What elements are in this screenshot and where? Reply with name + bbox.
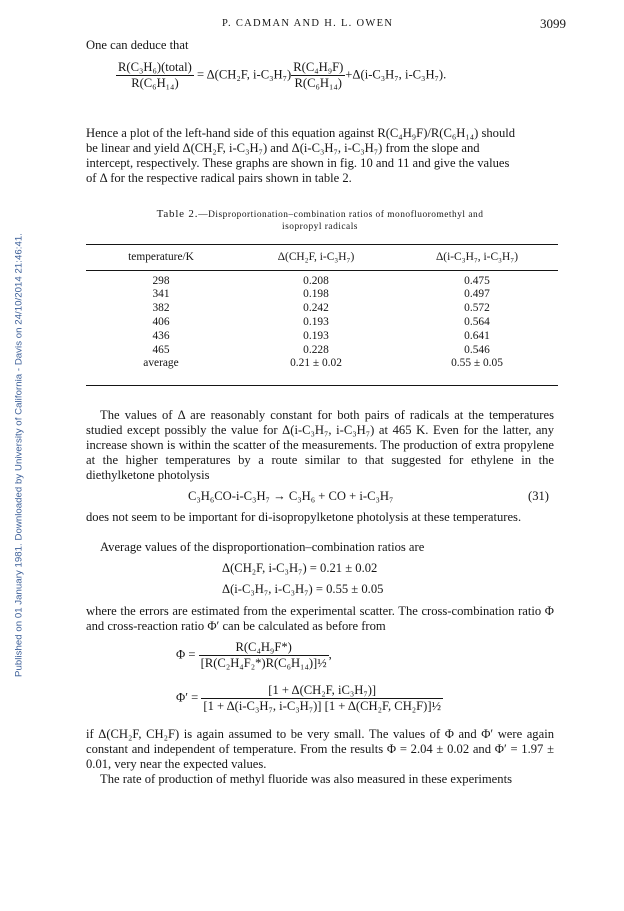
table-row (86, 288, 558, 302)
para-values-line: production of extra propylene at the higher temperatures by a route similar to that (86, 438, 554, 467)
table-row (86, 315, 558, 329)
column-header: Δ(i-C₃H₇, i-C₃H₇) (435, 250, 519, 263)
table-caption-line1: —Disproportionation–combination ratios of monofluoromethyl and (198, 210, 484, 220)
para-line: where the errors are estimated from the experimental scatter. The cross-combination (86, 604, 515, 618)
table-cell: 0.198 (303, 288, 329, 301)
table-cell: 0.546 (464, 343, 490, 356)
phi-prime-fraction (201, 683, 443, 714)
para-line: ratio Φ and cross-reaction ratio Φ′ can be calculated as before from (86, 604, 554, 633)
para-hence-line: Hence a plot of the left-hand side of this equation against R(C₄H₉F)/R(C₆H₁₄) should (86, 126, 516, 140)
phi-equation (176, 640, 332, 671)
phi-prime-lhs: Φ′ = (176, 690, 199, 705)
para-errors (86, 604, 554, 634)
table-cell: 0.572 (464, 302, 490, 315)
phi-prime-equation (176, 683, 443, 714)
para-values-line: suggested for ethylene in the diethylketone photolysis (86, 453, 554, 482)
table-caption-line2: isopropyl radicals (282, 222, 358, 232)
watermark-text: Published on 01 January 1981. Downloaded by University of California - Davis on 24/10/2014 21:46:41. (13, 233, 25, 677)
table-cell: 0.228 (303, 343, 329, 356)
phi-prime-numerator: [1 + Δ(CH₂F, iC₃H₇)] (268, 683, 377, 697)
para-line: again constant and independent of temperature. From the results Φ = 2.04 ± 0.02 and (86, 727, 554, 756)
para-line: if Δ(CH₂F, CH₂F) is again assumed to be very small. The values of Φ and Φ′ were (86, 727, 523, 741)
para-hence-line: of Δ for the respective radical pairs shown in table 2. (86, 171, 352, 185)
column-header: temperature/K (128, 250, 194, 263)
para-deduce: One can deduce that (86, 38, 189, 52)
eq1-rhs-numerator: R(C₄H₉F) (293, 60, 344, 74)
table-header-row (86, 250, 558, 264)
equation-number: (31) (528, 489, 549, 503)
para-line: temperatures. (452, 510, 522, 524)
para-values-line: temperatures studied except possibly the value for Δ(i-C₃H₇, i-C₃H₇) at 465 K. Even (86, 408, 554, 437)
phi-trailing-comma: , (328, 647, 332, 662)
average-equation-2: Δ(i-C₃H₇, i-C₃H₇) = 0.55 ± 0.05 (222, 582, 384, 596)
para-line: Φ′ = 1.97 ± 0.01, very near the expected values. (86, 742, 554, 771)
table-cell: 0.641 (464, 329, 490, 342)
table-cell: average (143, 357, 179, 370)
table-cell: 0.475 (464, 274, 490, 287)
table-row (86, 301, 558, 315)
phi-fraction (199, 640, 329, 671)
table-cell: 0.564 (464, 316, 490, 329)
table-bottom-rule (86, 385, 558, 386)
para-line: does not seem to be important for di-isopropylketone photolysis at these (86, 510, 450, 524)
table-row (86, 343, 558, 357)
table-cell: 341 (152, 288, 170, 301)
table-row (86, 329, 558, 343)
para-values-line: for the latter, any increase shown is within the scatter of the measurements. The (86, 423, 555, 452)
table-top-rule (86, 244, 558, 245)
para-hence-line: be linear and yield Δ(CH₂F, i-C₃H₇) and Δ(i-C₃H₇, i-C₃H₇) from the slope and (86, 141, 480, 155)
para-values-line: The values of Δ are reasonably constant for both pairs of radicals at the (100, 408, 484, 422)
table-caption (88, 208, 552, 233)
para-line: The rate of production of methyl fluoride was also measured in these experiments (100, 772, 512, 786)
phi-numerator: R(C₄H₉F*) (235, 640, 292, 654)
eq1-lhs-denominator: R(C₆H₁₄) (116, 75, 194, 91)
table-cell: 0.21 ± 0.02 (290, 357, 342, 370)
para-final (86, 727, 554, 787)
equation-31: C₃H₆CO-i-C₃H₇ → C₃H₆ + CO + i-C₃H₇ (188, 489, 394, 503)
table-cell: 465 (152, 343, 170, 356)
eq1-term1: Δ(CH₂F, i-C₃H₇) (206, 67, 292, 82)
table-cell: 0.242 (303, 302, 329, 315)
eq1-equals: = (197, 67, 205, 82)
phi-prime-denominator: [1 + Δ(i-C₃H₇, i-C₃H₇)] [1 + Δ(CH₂F, CH₂F)]½ (203, 699, 442, 713)
average-equation-1: Δ(CH₂F, i-C₃H₇) = 0.21 ± 0.02 (222, 561, 378, 575)
para-hence (86, 126, 554, 186)
table-cell: 0.193 (303, 329, 329, 342)
phi-lhs: Φ = (176, 647, 196, 662)
table-row (86, 357, 558, 371)
table-cell: 382 (152, 302, 170, 315)
table-cell: 406 (152, 316, 170, 329)
table-cell: 436 (152, 329, 170, 342)
equation-lhs-fraction (116, 60, 194, 91)
para-average: Average values of the disproportionation–combination ratios are (100, 540, 425, 554)
page-number: 3099 (540, 16, 566, 31)
eq1-lhs-numerator: R(C₃H₆)(total) (118, 60, 192, 74)
running-head-authors: P. CADMAN AND H. L. OWEN (222, 18, 394, 29)
table-cell: 0.208 (303, 274, 329, 287)
eq1-term2: +Δ(i-C₃H₇, i-C₃H₇). (345, 67, 447, 82)
table-cell: 0.193 (303, 316, 329, 329)
table-cell: 0.55 ± 0.05 (451, 357, 503, 370)
phi-denominator: [R(C₂H₄F₂*)R(C₆H₁₄)]½ (200, 656, 327, 670)
para-hence-line: intercept, respectively. These graphs are shown in fig. 10 and 11 and give the values (86, 156, 510, 170)
equation-rhs-fraction (291, 60, 345, 91)
table-row (86, 274, 558, 288)
para-not-important (86, 510, 554, 525)
column-header: Δ(CH₂F, i-C₃H₇) (277, 250, 355, 263)
table-cell: 0.497 (464, 288, 490, 301)
eq1-rhs-denominator: R(C₆H₁₄) (291, 75, 345, 91)
table-label: Table 2. (156, 208, 199, 220)
para-values (86, 408, 554, 483)
equation-main (116, 60, 446, 91)
data-table (86, 250, 558, 370)
table-cell: 298 (152, 274, 170, 287)
